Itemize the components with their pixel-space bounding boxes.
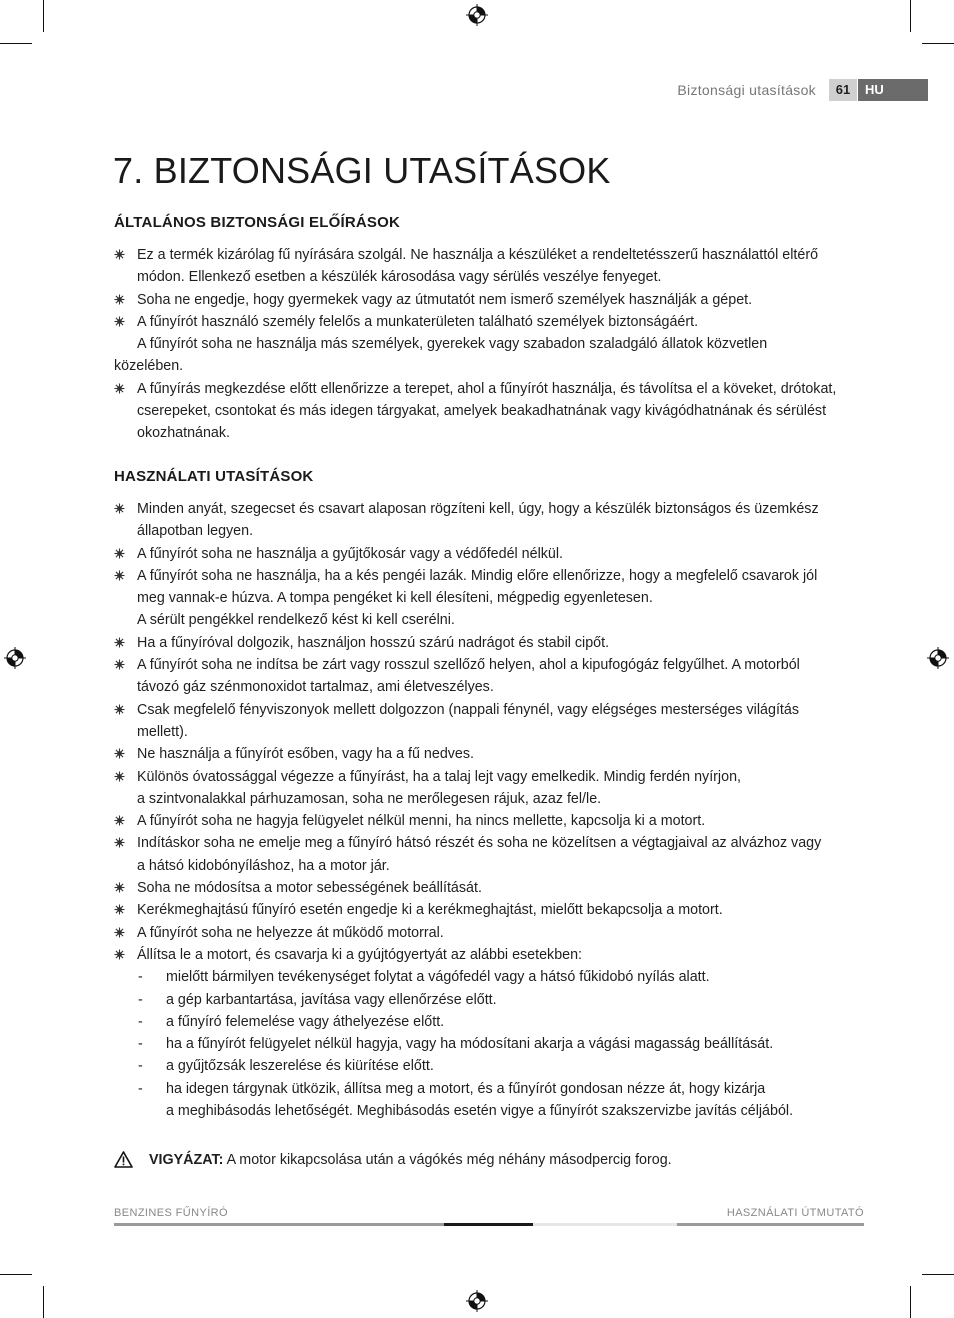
bullet-icon [114,748,125,759]
bullet-icon [114,837,125,848]
bullet-icon [114,249,125,260]
footer-manual-label: HASZNÁLATI ÚTMUTATÓ [726,1207,864,1219]
list-item: Állítsa le a motort, és csavarja ki a gyújtógyertyát az alábbi esetekben: [114,944,866,966]
dash-marker: - [138,969,143,986]
dash-marker: - [138,1058,143,1075]
crop-mark [0,43,32,44]
list-item: Indításkor soha ne emelje meg a fűnyíró hátsó részét és soha ne közelítsen a végtagjaival az alvázhoz vagy a hátsó kidobónyíláshoz, ha a motor jár. [114,832,866,877]
bullet-icon [114,927,125,938]
bullet-icon [114,294,125,305]
list-item: A fűnyírót soha ne használja a gyűjtőkosár vagy a védőfedél nélkül. [114,543,866,565]
sub-list-item: - a gép karbantartása, javítása vagy ellenőrzése előtt. [114,989,866,1011]
list-item: A fűnyírót soha ne használja, ha a kés pengéi lazák. Mindig előre ellenőrizze, hogy a megfelelő csavarok jól meg vannak-e húzva. A tompa pengéket ki kell élesíteni, mégpedig egyenletesen. A sérült pengékkel rendelkező kést ki kell cserélni. [114,565,866,632]
warning-note [114,1149,672,1171]
list-item: Különös óvatossággal végezze a fűnyírást, ha a talaj lejt vagy emelkedik. Mindig ferdén nyírjon, a szintvonalakkal párhuzamosan, soha ne merőlegesen rájuk, azaz fel/le. [114,766,866,811]
list-item: A fűnyírót használó személy felelős a munkaterületen található személyek biztonságáért. [114,311,866,333]
dash-marker: - [138,991,143,1008]
footer-rule [114,1223,444,1226]
list-item: A fűnyírót soha ne helyezze át működő motorral. [114,922,866,944]
list-item: Soha ne engedje, hogy gyermekek vagy az útmutatót nem ismerő személyek használják a gépet. [114,289,866,311]
sub-list-item: - ha idegen tárgynak ütközik, állítsa meg a motort, és a fűnyírót gondosan nézze át, hogy kizárja a meghibásodás lehetőségét. Meghibásodás esetén vigye a fűnyírót szakszervizbe javítás céljából. [114,1078,866,1123]
header-section-label: Biztonsági utasítások [677,82,816,98]
section-heading: HASZNÁLATI UTASÍTÁSOK [114,468,314,485]
dash-marker: - [138,1036,143,1053]
bullet-icon [114,815,125,826]
warning-text: A motor kikapcsolása után a vágókés még néhány másodpercig forog. [223,1152,672,1168]
crop-mark [922,1274,954,1275]
registration-mark-icon [927,647,949,669]
list-item: A fűnyírót soha ne hagyja felügyelet nélkül menni, ha nincs mellette, kapcsolja ki a motort. [114,810,866,832]
crop-mark [910,1286,911,1318]
footer-rule [677,1223,864,1226]
list-item-continuation: közelében. [114,358,184,375]
registration-mark-icon [466,4,488,26]
section-usage-instructions [114,498,866,1122]
list-item: A fűnyírás megkezdése előtt ellenőrizze a terepet, ahol a fűnyírót használja, és távolítsa el a köveket, drótokat, cserepeket, csontokat és más idegen tárgyakat, amelyek beakadhatnának vagy kivágódhatnának és sérülést okozhatnának. [114,378,866,445]
bullet-icon [114,383,125,394]
sub-list-item: - a gyűjtőzsák leszerelése és kiürítése előtt. [114,1055,866,1077]
page-number: 61 [829,79,857,101]
crop-mark [43,1286,44,1318]
crop-mark [0,1274,32,1275]
language-badge: HU [858,79,928,101]
registration-mark-icon [466,1290,488,1312]
footer-rule [444,1223,533,1226]
bullet-icon [114,637,125,648]
list-item: Ha a fűnyíróval dolgozik, használjon hosszú szárú nadrágot és stabil cipőt. [114,632,866,654]
page-title: 7. BIZTONSÁGI UTASÍTÁSOK [113,150,611,191]
bullet-icon [114,659,125,670]
footer-rule [533,1223,677,1226]
section-general-safety [114,244,866,445]
bullet-icon [114,949,125,960]
crop-mark [43,0,44,32]
list-item: Soha ne módosítsa a motor sebességének beállítását. [114,877,866,899]
crop-mark [922,43,954,44]
bullet-icon [114,904,125,915]
sub-list-item: - mielőtt bármilyen tevékenységet folytat a vágófedél vagy a hátsó fűkidobó nyílás alatt. [114,966,866,988]
footer-product-name: BENZINES FŰNYÍRÓ [114,1207,228,1219]
dash-marker: - [138,1013,143,1030]
list-item: Minden anyát, szegecset és csavart alaposan rögzíteni kell, úgy, hogy a készülék biztonságos és üzemkész állapotban legyen. [114,498,866,543]
sub-list-item: - ha a fűnyírót felügyelet nélkül hagyja, vagy ha módosítani akarja a vágási magasság beállítását. [114,1033,866,1055]
list-item: Ne használja a fűnyírót esőben, vagy ha a fű nedves. [114,743,866,765]
section-heading: ÁLTALÁNOS BIZTONSÁGI ELŐÍRÁSOK [114,214,400,231]
bullet-icon [114,882,125,893]
dash-marker: - [138,1080,143,1097]
bullet-icon [114,548,125,559]
bullet-icon [114,704,125,715]
bullet-icon [114,316,125,327]
warning-triangle-icon [114,1151,133,1168]
registration-mark-icon [4,647,26,669]
list-item: Ez a termék kizárólag fű nyírására szolgál. Ne használja a készüléket a rendeltetésszerű használattól eltérő módon. Ellenkező esetben a készülék károsodása vagy sérülés veszélye fenyeget. [114,244,866,289]
bullet-icon [114,570,125,581]
sub-list-item: - a fűnyíró felemelése vagy áthelyezése előtt. [114,1011,866,1033]
list-item-continuation: A fűnyírót soha ne használja más személyek, gyerekek vagy szabadon szaladgáló állatok közvetlen [137,336,768,353]
list-item: Csak megfelelő fényviszonyok mellett dolgozzon (nappali fénynél, vagy elégséges mesterséges világítás mellett). [114,699,866,744]
crop-mark [910,0,911,32]
list-item: A fűnyírót soha ne indítsa be zárt vagy rosszul szellőző helyen, ahol a kipufogógáz felgyűlhet. A motorból távozó gáz szénmonoxidot tartalmaz, ami életveszélyes. [114,654,866,699]
bullet-icon [114,771,125,782]
warning-label: VIGYÁZAT: [149,1152,224,1168]
bullet-icon [114,503,125,514]
list-item: Kerékmeghajtású fűnyíró esetén engedje ki a kerékmeghajtást, mielőtt bekapcsolja a motort. [114,899,866,921]
